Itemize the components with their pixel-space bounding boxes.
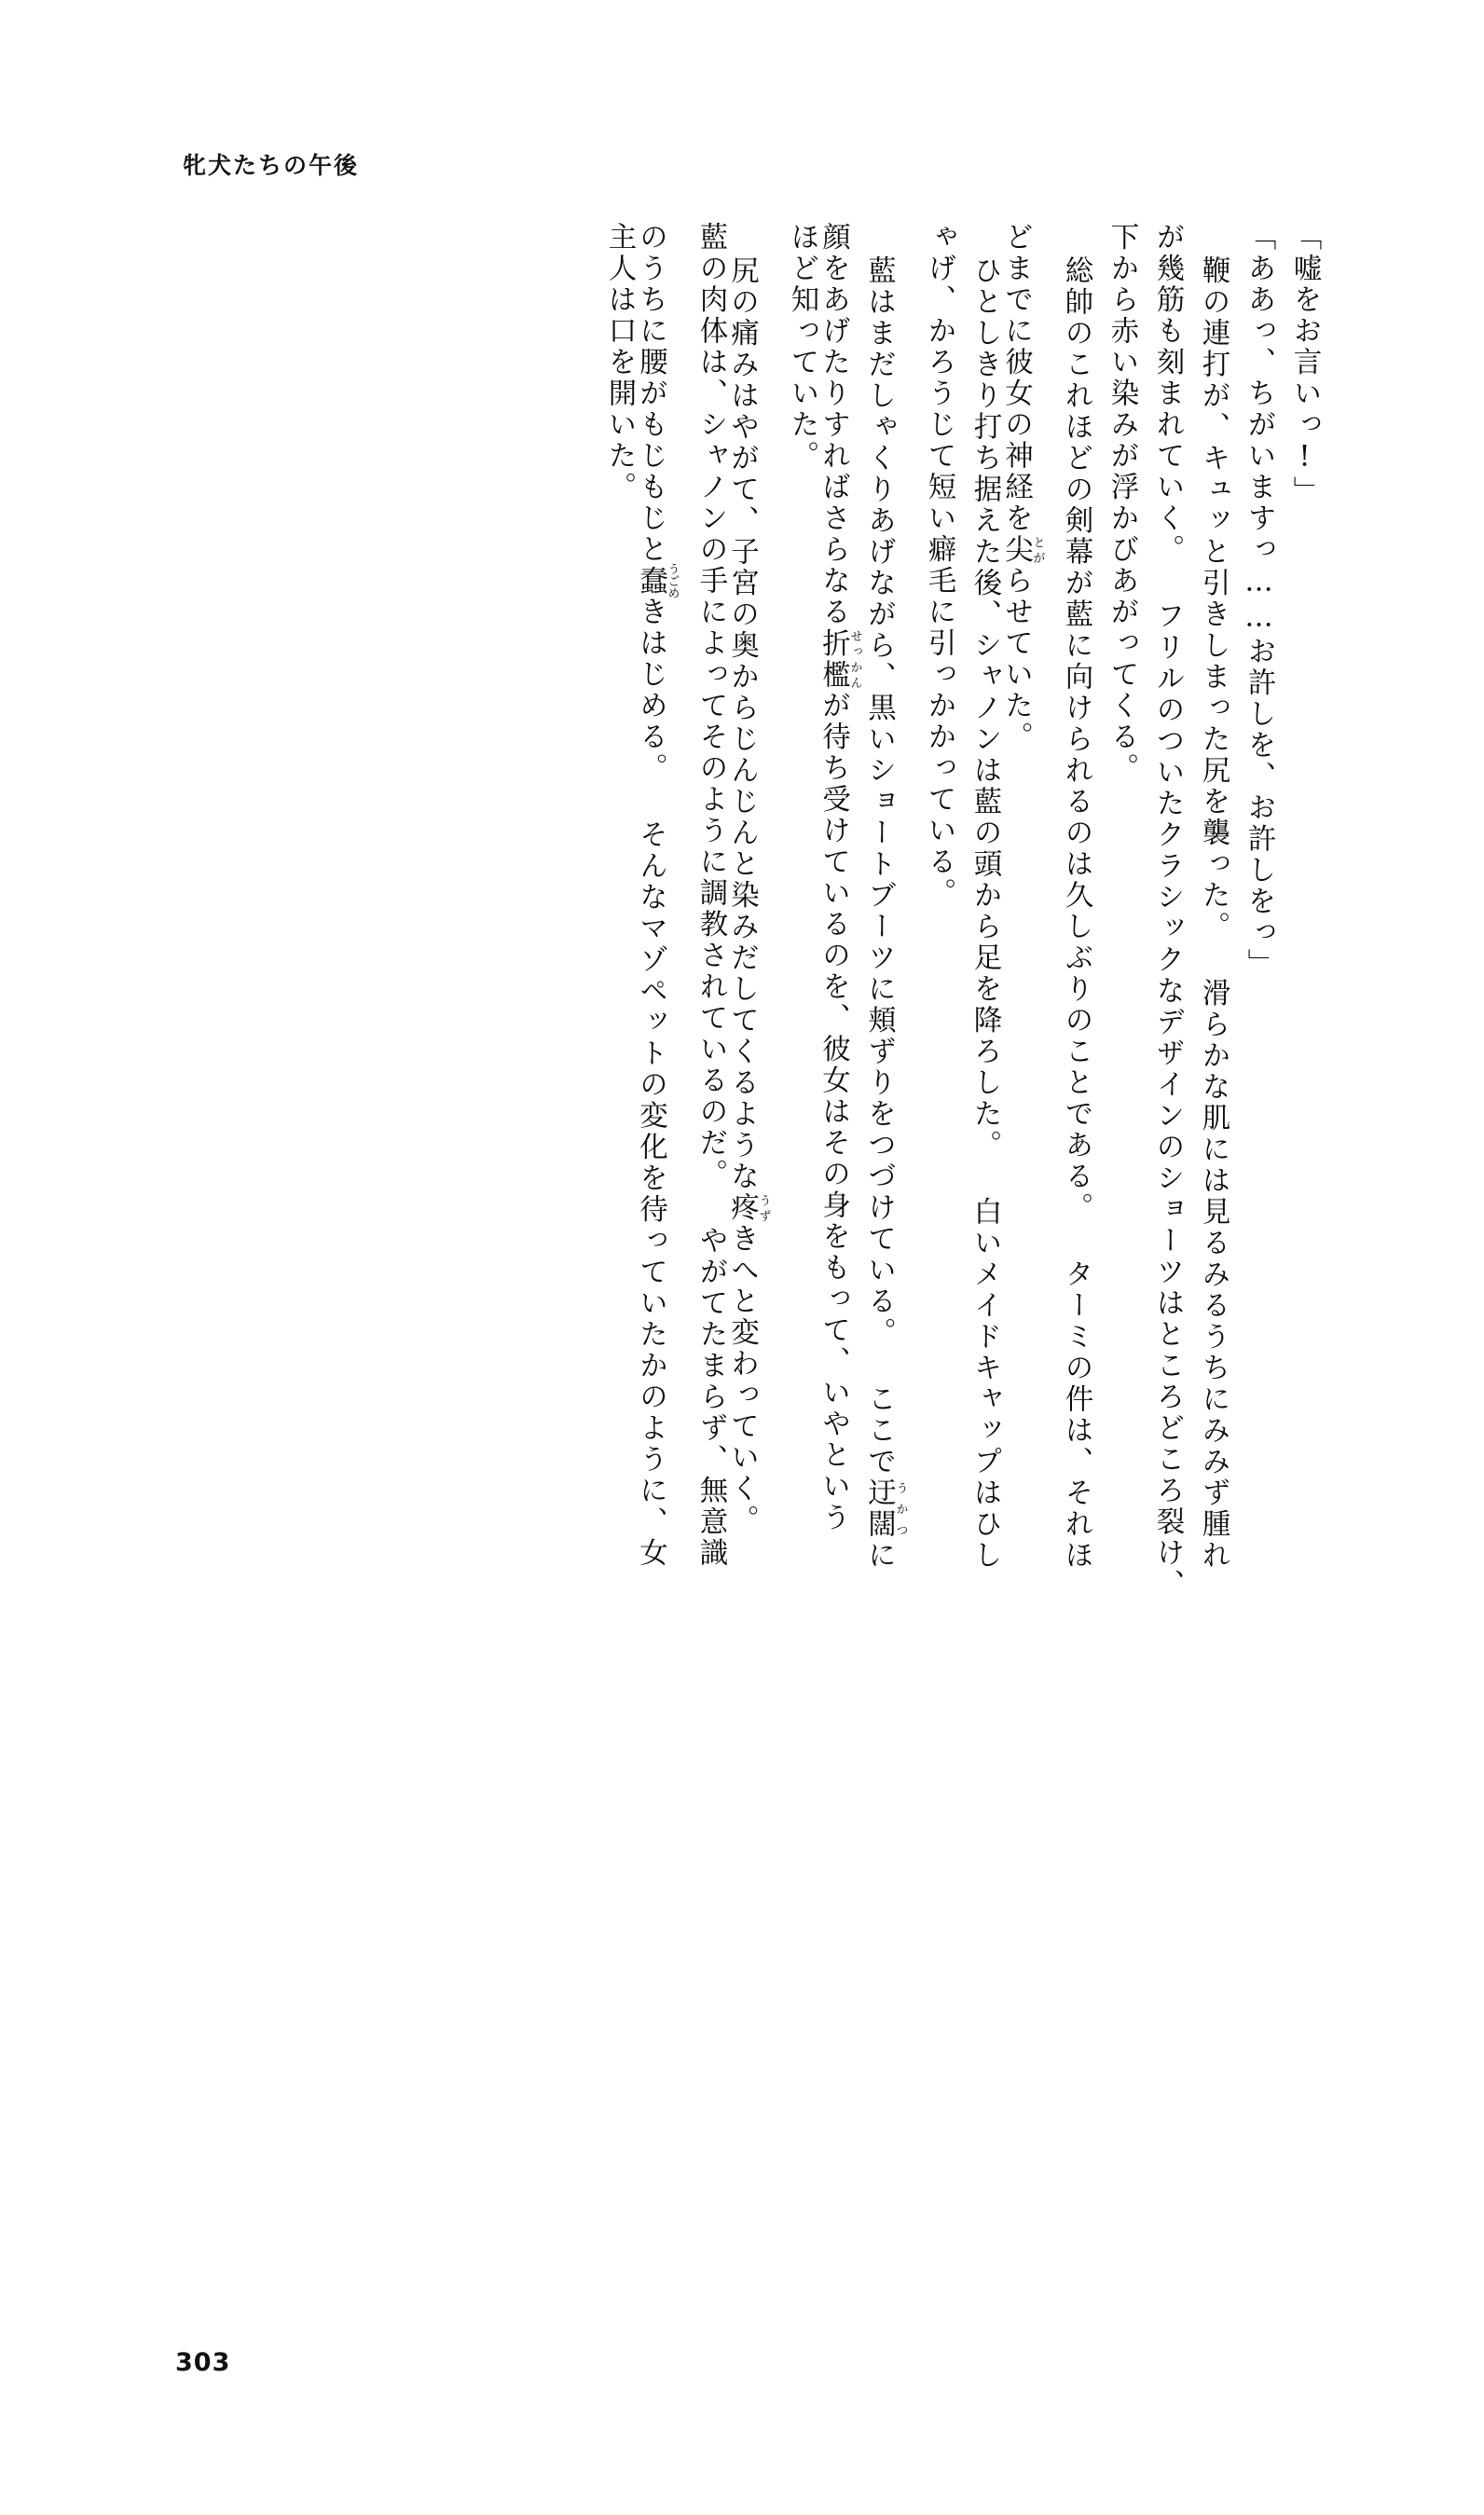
text-column: が幾筋も刻まれていく。 フリルのついたクラシックなデザインのショーツはところどころ裂け、 — [1151, 222, 1184, 1601]
text-column: 藍の肉体は、シャノンの手によってそのように調教されているのだ。 やがてたまらず、無意識 — [694, 222, 727, 1569]
text-column: ゃげ、かろうじて短い癖毛に引っかかっている。 — [923, 222, 955, 909]
page-number: 303 — [175, 2348, 231, 2377]
text-column: 尻の痛みはやがて、子宮の奥からじんじんと染みだしてくるような疼うずきへと変わっていく。 — [725, 255, 771, 1536]
text-column: 「ああっ、ちがいますっ……お許しを、お許しをっ」 — [1243, 222, 1275, 980]
text-column: 下から赤い染みが浮かびあがってくる。 — [1106, 222, 1138, 784]
text-column: のうちに腰がもじもじと蠢うごめきはじめる。 そんなマゾペットの変化を待っていたかのように、女 — [634, 222, 680, 1569]
text-column: どまでに彼女の神経を尖とがらせていた。 — [999, 222, 1045, 753]
text-column: 「嘘をお言いっ!」 — [1288, 222, 1321, 507]
running-head: 牝犬たちの午後 — [183, 152, 360, 179]
text-column: ほど知っていた。 — [786, 222, 818, 472]
text-column: 総帥のこれほどの剣幕が藍に向けられるのは久しぶりのことである。 ターミの件は、それほ — [1060, 255, 1092, 1572]
text-column: ひとしきり打ち据えた後、シャノンは藍の頭から足を降ろした。 白いメイドキャップはひし — [969, 255, 1001, 1572]
text-column: 主人は口を開いた。 — [603, 222, 636, 503]
text-column: 顔をあげたりすればさらなる折檻せっかんが待ち受けているのを、彼女はその身をもって、いやという — [817, 222, 862, 1533]
text-column: 鞭の連打が、キュッと引きしまった尻を襲った。 滑らかな肌には見るみるうちにみみず腫れ — [1197, 255, 1230, 1572]
vertical-text-body — [168, 222, 1321, 2254]
text-column: 藍はまだしゃくりあげながら、黒いショートブーツに頬ずりをつづけている。 ここで迂闊うかつに — [862, 255, 908, 1572]
